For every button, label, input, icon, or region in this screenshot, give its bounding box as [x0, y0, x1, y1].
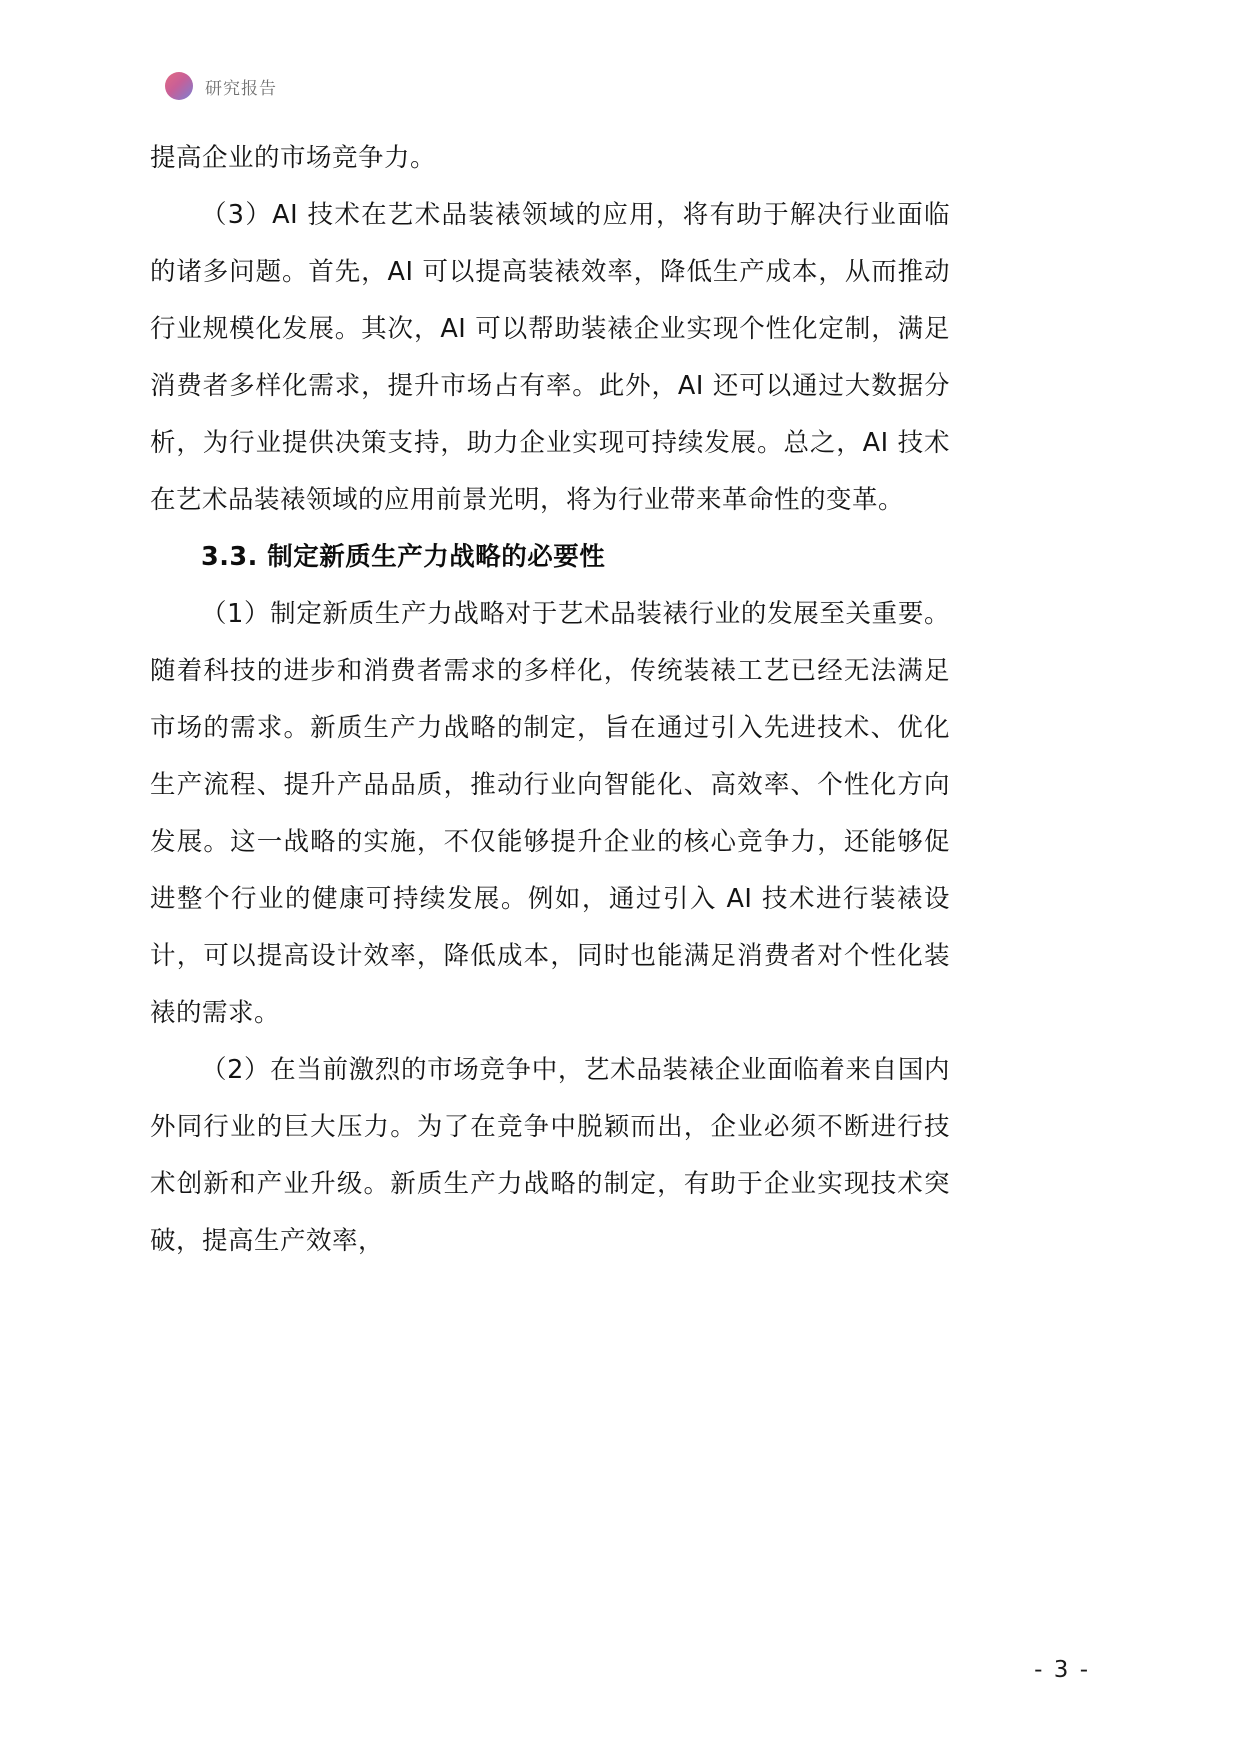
paragraph: （2）在当前激烈的市场竞争中，艺术品装裱企业面临着来自国内外同行业的巨大压力。为了在竞争中脱颖而出，企业必须不断进行技术创新和产业升级。新质生产力战略的制定，有助于企业实现技术突破，提高生产效率， [150, 1055, 950, 1256]
paragraph: 提高企业的市场竞争力。 [150, 143, 437, 173]
brand-label: 研究报告 [205, 78, 277, 99]
page-header [165, 72, 277, 100]
report-logo-icon [165, 72, 193, 100]
section-heading: 3.3. 制定新质生产力战略的必要性 [201, 542, 606, 572]
page-number: - 3 - [1034, 1657, 1090, 1683]
paragraph: （1）制定新质生产力战略对于艺术品装裱行业的发展至关重要。随着科技的进步和消费者需求的多样化，传统装裱工艺已经无法满足市场的需求。新质生产力战略的制定，旨在通过引入先进技术、优化生产流程、提升产品品质，推动行业向智能化、高效率、个性化方向发展。这一战略的实施，不仅能够提升企业的核心竞争力，还能够促进整个行业的健康可持续发展。例如，通过引入 AI 技术进行装裱设计，可以提高设计效率，降低成本，同时也能满足消费者对个性化装裱的需求。 [150, 599, 950, 1028]
paragraph: （3）AI 技术在艺术品装裱领域的应用，将有助于解决行业面临的诸多问题。首先，AI 可以提高装裱效率，降低生产成本，从而推动行业规模化发展。其次，AI 可以帮助装裱企业实现个性化定制，满足消费者多样化需求，提升市场占有率。此外，AI 还可以通过大数据分析，为行业提供决策支持，助力企业实现可持续发展。总之，AI 技术在艺术品装裱领域的应用前景光明，将为行业带来革命性的变革。 [150, 200, 950, 515]
document-body [150, 130, 950, 1270]
